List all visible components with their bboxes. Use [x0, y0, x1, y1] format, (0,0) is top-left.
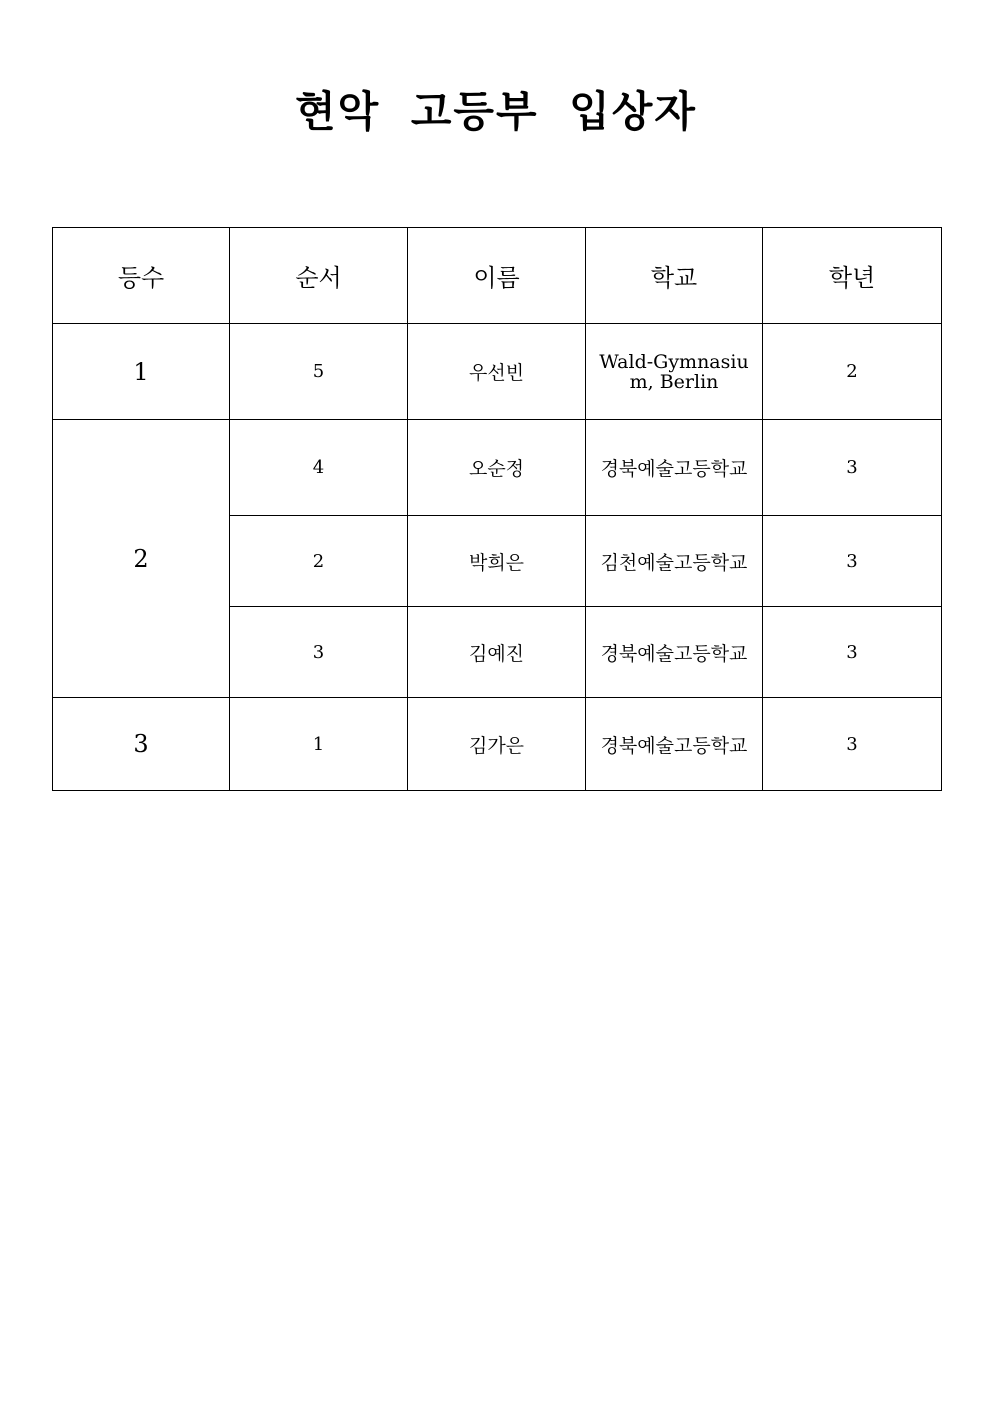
rank-cell: 1	[53, 324, 230, 420]
order-cell: 5	[230, 324, 408, 420]
table-row	[53, 698, 942, 791]
grade-cell: 3	[763, 420, 942, 516]
table-row	[53, 324, 942, 420]
awards-table	[52, 227, 942, 791]
order-cell: 2	[230, 516, 408, 607]
grade-cell: 3	[763, 607, 942, 698]
school-cell: 김천예술고등학교	[586, 516, 763, 607]
header-grade: 학년	[763, 228, 942, 324]
order-cell: 3	[230, 607, 408, 698]
school-cell: 경북예술고등학교	[586, 420, 763, 516]
table-header-row	[53, 228, 942, 324]
name-cell: 박희은	[408, 516, 586, 607]
name-cell: 김예진	[408, 607, 586, 698]
header-name: 이름	[408, 228, 586, 324]
header-order: 순서	[230, 228, 408, 324]
school-cell: 경북예술고등학교	[586, 698, 763, 791]
header-school: 학교	[586, 228, 763, 324]
name-cell: 오순정	[408, 420, 586, 516]
page-title: 현악 고등부 입상자	[295, 87, 697, 136]
grade-cell: 3	[763, 698, 942, 791]
table-row	[53, 420, 942, 516]
header-rank: 등수	[53, 228, 230, 324]
grade-cell: 2	[763, 324, 942, 420]
order-cell: 1	[230, 698, 408, 791]
school-cell: 경북예술고등학교	[586, 607, 763, 698]
order-cell: 4	[230, 420, 408, 516]
grade-cell: 3	[763, 516, 942, 607]
rank-cell: 2	[53, 420, 230, 698]
school-cell: Wald-Gymnasium, Berlin	[586, 324, 763, 420]
name-cell: 우선빈	[408, 324, 586, 420]
name-cell: 김가은	[408, 698, 586, 791]
rank-cell: 3	[53, 698, 230, 791]
